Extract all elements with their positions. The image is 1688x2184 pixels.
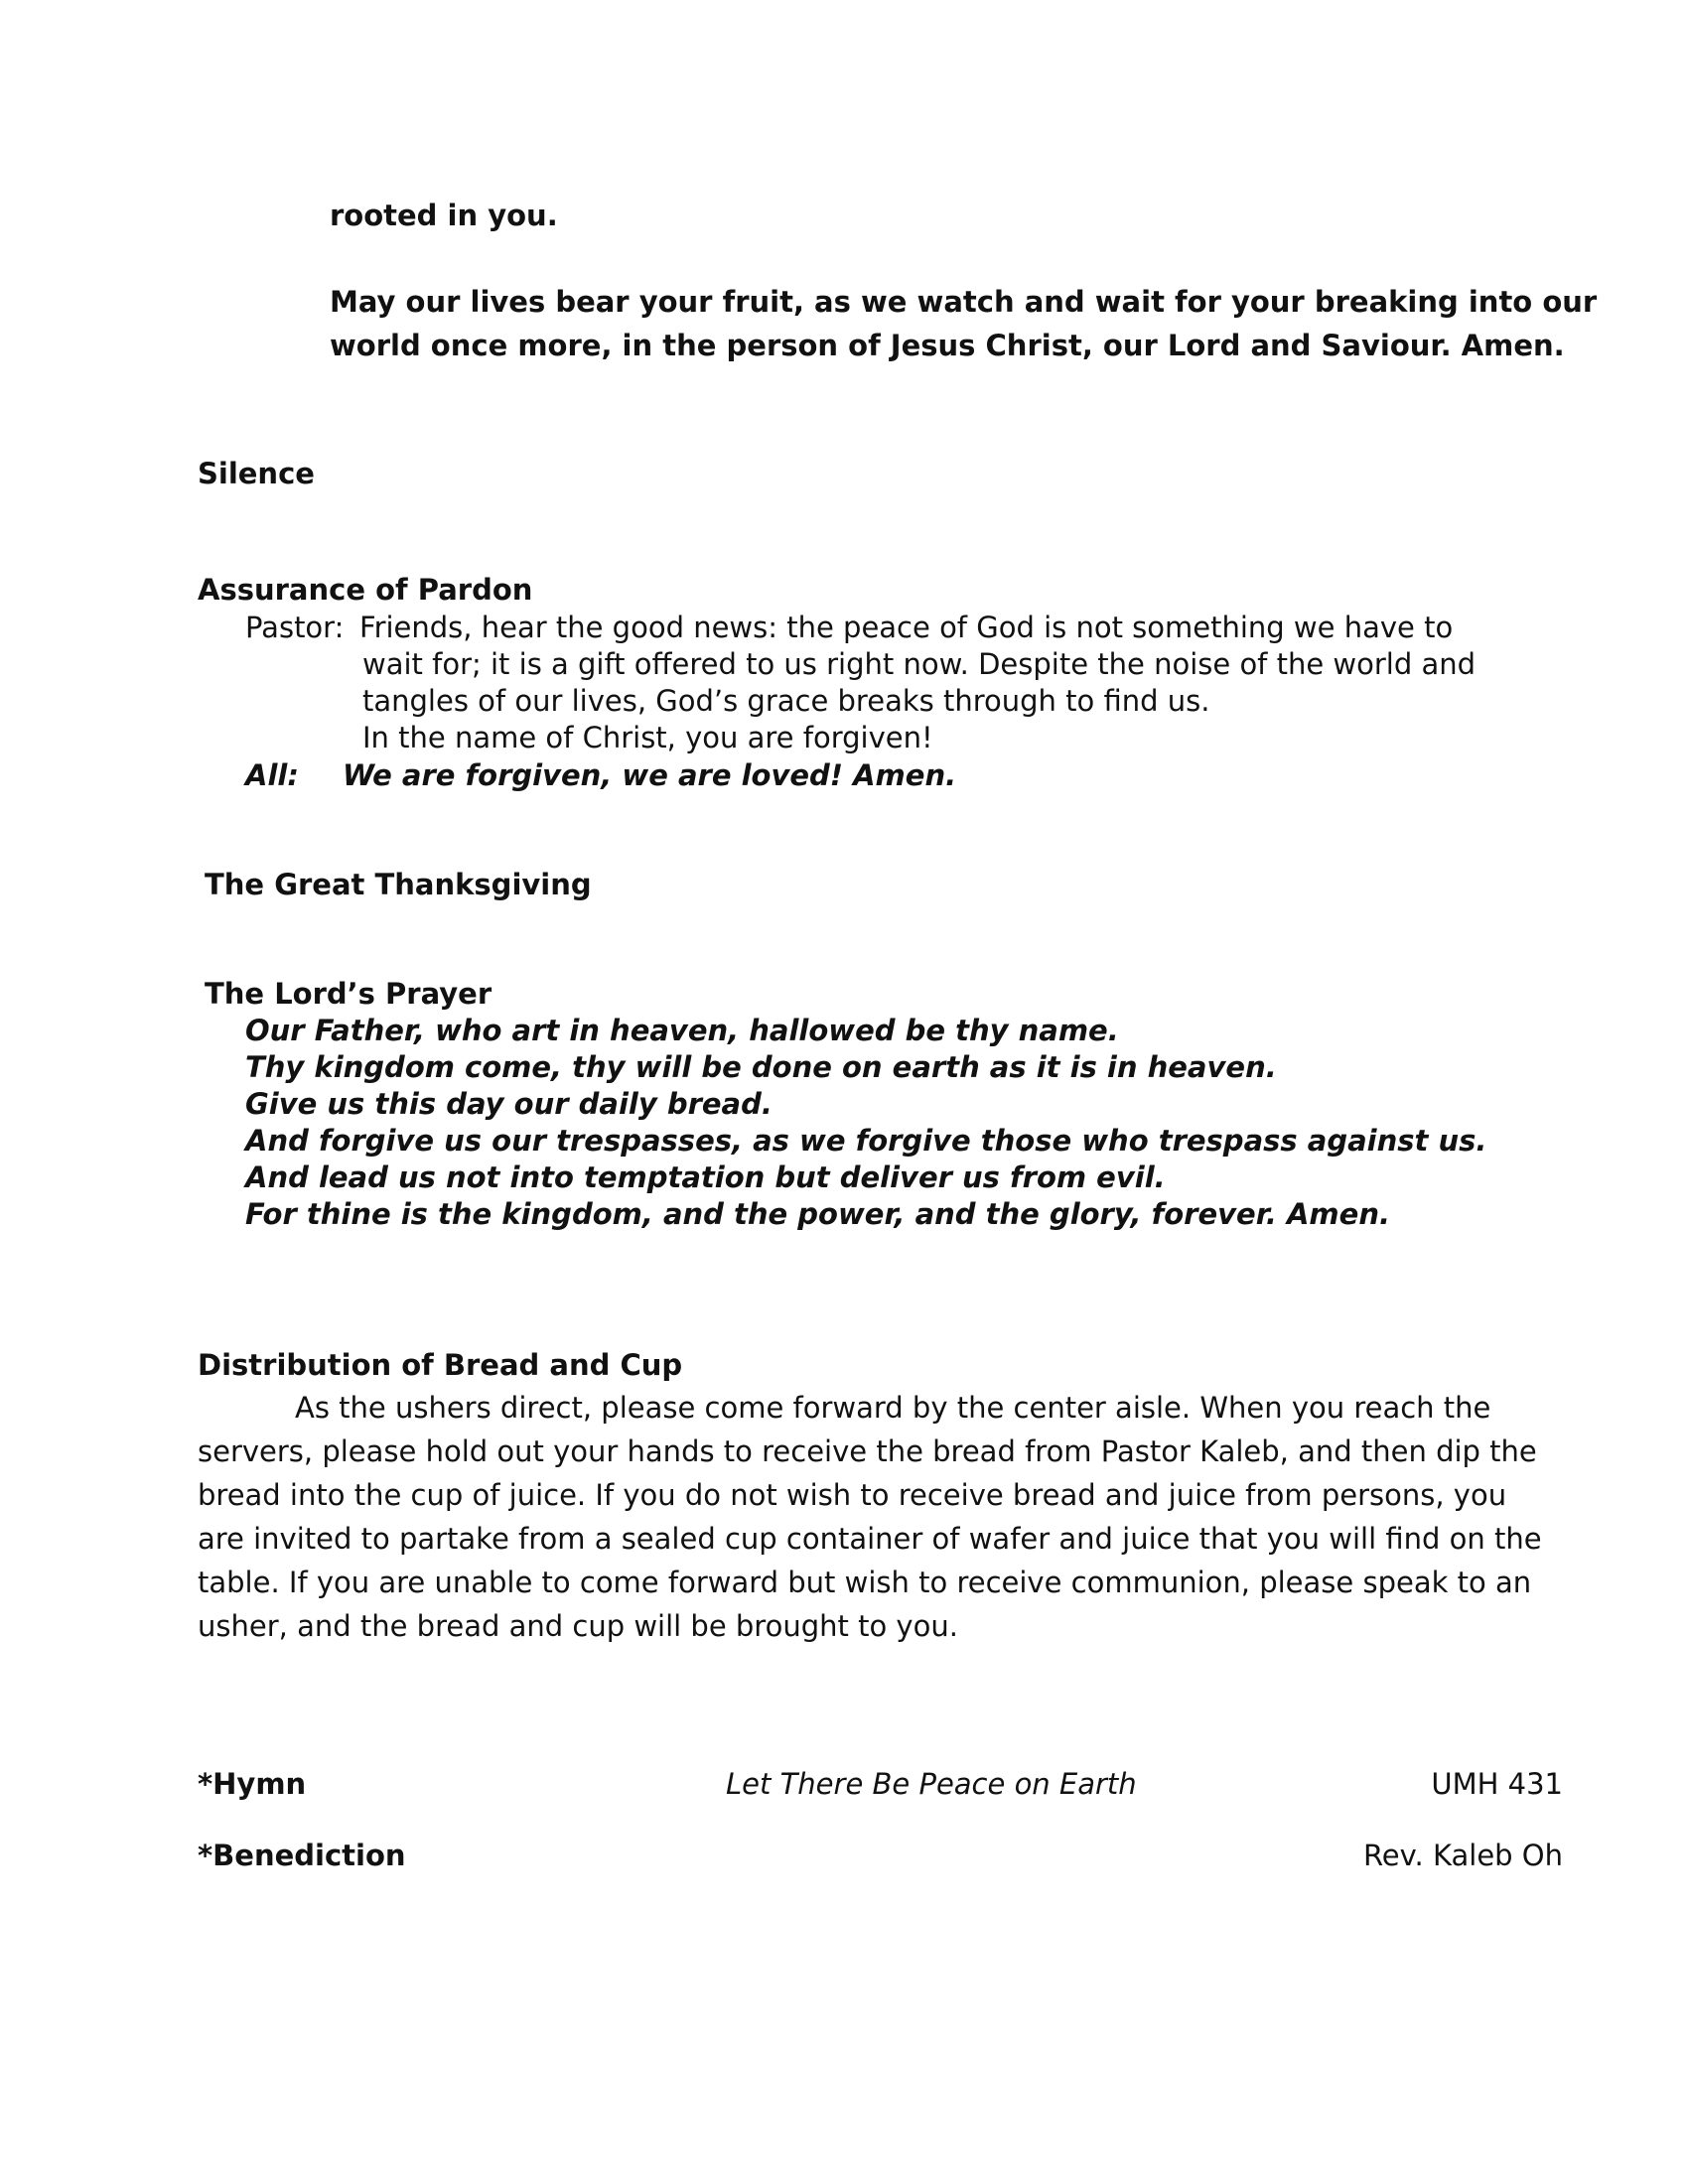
prayer-end-line-2: May our lives bear your fruit, as we watch and wait for your breaking into our <box>330 285 1598 319</box>
pastor-line-1: Friends, hear the good news: the peace of God is not something we have to <box>359 611 1454 644</box>
distribution-line-3: bread into the cup of juice. If you do not wish to receive bread and juice from persons, you <box>198 1478 1507 1512</box>
lords-prayer-line-3: Give us this day our daily bread. <box>245 1087 773 1121</box>
hymn-label: *Hymn <box>198 1767 307 1801</box>
all-label: All: <box>245 758 299 792</box>
lords-prayer-line-1: Our Father, who art in heaven, hallowed be thy name. <box>245 1014 1119 1047</box>
great-thanksgiving-heading: The Great Thanksgiving <box>205 868 592 901</box>
all-response: We are forgiven, we are loved! Amen. <box>343 758 957 792</box>
distribution-line-4: are invited to partake from a sealed cup container of wafer and juice that you will find on the <box>198 1522 1542 1556</box>
pastor-line-2: wait for; it is a gift offered to us right now. Despite the noise of the world and <box>362 647 1477 681</box>
distribution-heading: Distribution of Bread and Cup <box>198 1348 683 1382</box>
benediction-label: *Benediction <box>198 1839 406 1872</box>
benediction-leader: Rev. Kaleb Oh <box>1362 1839 1563 1872</box>
lords-prayer-line-6: For thine is the kingdom, and the power, and the glory, forever. Amen. <box>245 1197 1390 1231</box>
lords-prayer-line-4: And forgive us our trespasses, as we forgive those who trespass against us. <box>245 1124 1487 1158</box>
hymn-number: UMH 431 <box>1431 1767 1563 1801</box>
lords-prayer-heading: The Lord’s Prayer <box>205 977 492 1011</box>
prayer-end-line-3: world once more, in the person of Jesus Christ, our Lord and Saviour. Amen. <box>330 329 1565 362</box>
pastor-line-4: In the name of Christ, you are forgiven! <box>362 721 933 754</box>
pastor-label: Pastor: <box>245 611 345 644</box>
distribution-line-2: servers, please hold out your hands to receive the bread from Pastor Kaleb, and then dip the <box>198 1434 1537 1468</box>
distribution-line-6: usher, and the bread and cup will be brought to you. <box>198 1609 958 1643</box>
distribution-line-5: table. If you are unable to come forward but wish to receive communion, please speak to an <box>198 1566 1532 1599</box>
assurance-heading: Assurance of Pardon <box>198 573 533 607</box>
prayer-end-line-1: rooted in you. <box>330 199 558 232</box>
distribution-line-1: As the ushers direct, please come forward by the center aisle. When you reach the <box>295 1391 1491 1425</box>
lords-prayer-line-2: Thy kingdom come, thy will be done on earth as it is in heaven. <box>245 1050 1277 1084</box>
pastor-line-3: tangles of our lives, God’s grace breaks through to find us. <box>362 684 1210 718</box>
lords-prayer-line-5: And lead us not into temptation but deliver us from evil. <box>245 1160 1166 1194</box>
hymn-title: Let There Be Peace on Earth <box>726 1767 1137 1801</box>
silence-heading: Silence <box>198 457 315 490</box>
